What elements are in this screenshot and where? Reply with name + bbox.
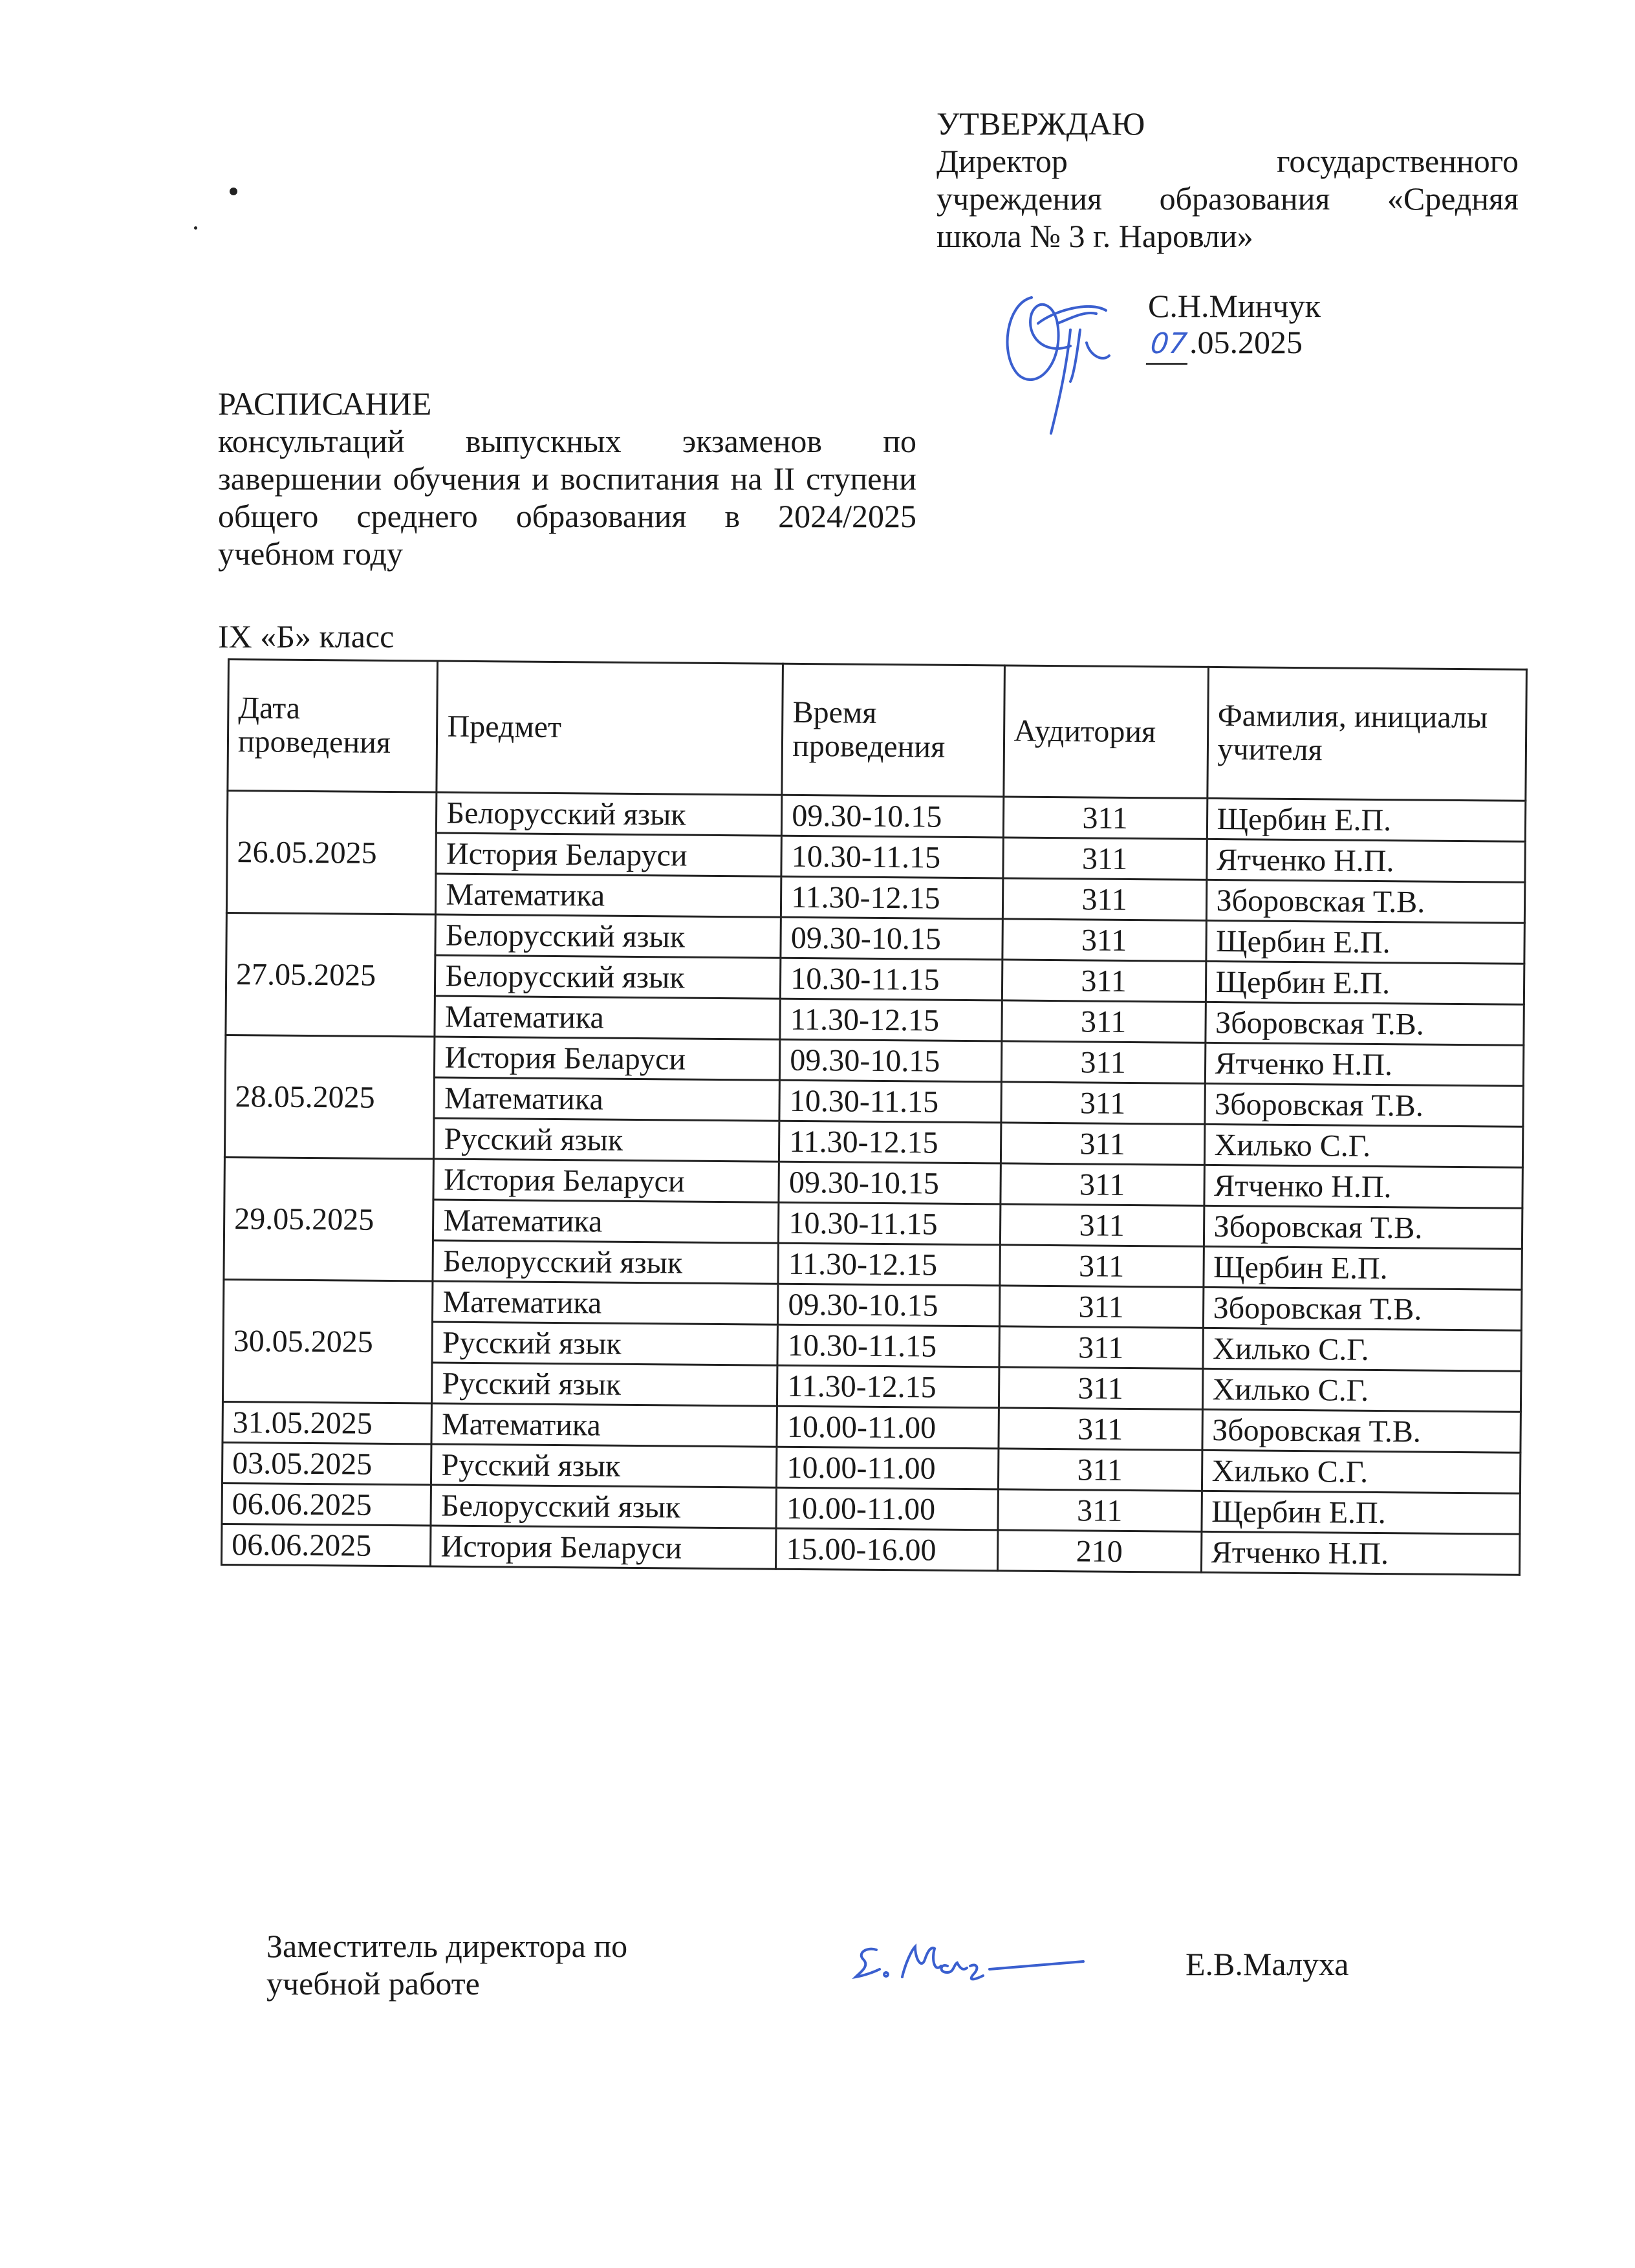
approval-line-3: школа № 3 г. Наровли» [937,218,1253,254]
cell-room: 311 [999,1286,1204,1328]
cell-room: 311 [1003,797,1207,839]
cell-teacher: Щербин Е.П. [1206,920,1524,964]
approval-line-1 [937,142,1519,180]
cell-room: 311 [1002,960,1206,1002]
cell-subject: Белорусский язык [435,955,781,999]
cell-time: 15.00-16.00 [776,1528,998,1571]
cell-teacher: Щербин Е.П. [1201,1491,1520,1534]
cell-time: 10.00-11.00 [777,1406,999,1449]
cell-room: 311 [1001,1082,1205,1124]
cell-teacher: Ятченко Н.П. [1201,1531,1520,1575]
approval-text: образования [1159,180,1330,217]
cell-time: 11.30-12.15 [780,999,1002,1041]
scan-speck [230,188,237,195]
cell-room: 311 [998,1449,1202,1491]
cell-subject: История Беларуси [431,1526,776,1569]
cell-time: 11.30-12.15 [778,1243,1000,1286]
cell-teacher: Хилько С.Г. [1202,1368,1521,1412]
approval-date-rest: .05.2025 [1189,324,1303,360]
title-heading: РАСПИСАНИЕ [218,385,432,422]
cell-room: 311 [1002,919,1206,961]
cell-room: 311 [998,1408,1202,1450]
header-teacher: Фамилия, инициалы учителя [1207,667,1526,801]
cell-date: 27.05.2025 [226,913,436,1037]
cell-time: 10.30-11.15 [781,958,1002,1000]
cell-subject: Русский язык [432,1322,777,1365]
approval-block [937,105,1519,360]
cell-teacher: Хилько С.Г. [1202,1328,1521,1371]
cell-teacher: Зборовская Т.В. [1204,1205,1522,1249]
cell-room: 311 [1002,878,1207,920]
cell-teacher: Зборовская Т.В. [1206,880,1525,923]
schedule-title [218,385,916,572]
cell-date: 06.06.2025 [222,1483,431,1526]
cell-time: 09.30-10.15 [779,1161,1001,1204]
cell-subject: Математика [433,1281,778,1324]
cell-time: 11.30-12.15 [779,1121,1001,1163]
class-label: IX «Б» класс [218,618,395,654]
cell-time: 10.00-11.00 [776,1487,998,1530]
title-description: консультаций выпускных экзаменов по завершении обучения и воспитания на II ступени общего среднего образования в 2024/2025 учебном году [218,423,916,572]
director-signature [993,285,1116,440]
cell-date: 03.05.2025 [222,1442,431,1485]
cell-room: 311 [997,1489,1202,1531]
cell-room: 311 [1000,1204,1204,1246]
cell-teacher: Щербин Е.П. [1207,798,1526,841]
approval-text: Директор [937,143,1068,179]
header-subject: Предмет [437,661,783,795]
cell-time: 09.30-10.15 [781,917,1002,960]
scan-speck [194,226,197,230]
approval-date-day: 07 [1146,325,1191,365]
cell-teacher: Ятченко Н.П. [1206,839,1525,882]
cell-subject: Математика [435,996,780,1039]
cell-subject: Белорусский язык [435,914,781,958]
cell-subject: История Беларуси [436,833,781,876]
cell-time: 10.30-11.15 [779,1202,1001,1245]
cell-subject: Русский язык [432,1363,777,1406]
cell-room: 311 [1001,1000,1206,1042]
cell-date: 29.05.2025 [224,1157,434,1281]
cell-teacher: Щербин Е.П. [1206,961,1524,1004]
cell-subject: Русский язык [431,1444,777,1487]
cell-room: 311 [999,1367,1203,1409]
cell-teacher: Зборовская Т.В. [1203,1287,1522,1330]
cell-time: 11.30-12.15 [777,1365,999,1408]
deputy-position: Заместитель директора по учебной работе [266,1928,628,2002]
cell-teacher: Хилько С.Г. [1204,1124,1523,1167]
approval-line-2 [937,180,1519,217]
cell-subject: Математика [436,874,781,917]
cell-time: 11.30-12.15 [781,876,1003,919]
cell-subject: Белорусский язык [431,1485,776,1528]
approval-text: «Средняя [1387,180,1519,217]
cell-room: 311 [999,1326,1203,1368]
header-room: Аудитория [1003,665,1208,798]
table-header-row [228,660,1527,801]
header-time: Время проведения [782,664,1004,797]
cell-time: 09.30-10.15 [782,795,1004,837]
cell-date: 26.05.2025 [226,791,437,915]
cell-room: 311 [1000,1163,1204,1205]
deputy-signature [850,1937,1090,1995]
schedule-table [221,658,1528,1576]
cell-subject: Белорусский язык [437,792,782,836]
cell-time: 10.00-11.00 [777,1447,999,1489]
cell-room: 311 [1001,1123,1205,1165]
cell-time: 09.30-10.15 [778,1284,1000,1326]
cell-subject: История Беларуси [433,1159,779,1202]
cell-subject: Математика [433,1200,779,1243]
approval-heading: УТВЕРЖДАЮ [937,105,1145,142]
approval-text: учреждения [937,180,1103,217]
cell-date: 28.05.2025 [224,1035,435,1159]
cell-date: 31.05.2025 [222,1401,432,1444]
cell-room: 311 [1002,837,1207,880]
cell-time: 10.30-11.15 [779,1080,1001,1123]
cell-room: 311 [999,1245,1204,1287]
cell-teacher: Зборовская Т.В. [1202,1409,1521,1453]
cell-teacher: Хилько С.Г. [1202,1450,1521,1493]
cell-subject: История Беларуси [435,1037,780,1080]
cell-subject: Математика [434,1077,779,1121]
cell-subject: Русский язык [434,1118,779,1161]
approval-date [1148,323,1303,365]
header-date: Дата проведения [228,660,438,793]
cell-teacher: Ятченко Н.П. [1205,1042,1524,1086]
approval-text: государственного [1277,143,1519,179]
cell-time: 10.30-11.15 [777,1324,999,1367]
cell-teacher: Ятченко Н.П. [1204,1165,1522,1208]
director-name: С.Н.Минчук [1148,288,1321,324]
cell-room: 311 [1001,1041,1206,1083]
cell-time: 09.30-10.15 [780,1039,1002,1082]
cell-time: 10.30-11.15 [781,836,1003,878]
cell-subject: Белорусский язык [433,1240,778,1284]
cell-date: 30.05.2025 [222,1279,433,1403]
cell-teacher: Щербин Е.П. [1203,1246,1522,1290]
cell-teacher: Зборовская Т.В. [1205,1002,1524,1045]
cell-room: 210 [997,1530,1202,1572]
cell-teacher: Зборовская Т.В. [1204,1083,1523,1127]
deputy-name: Е.В.Малуха [1186,1946,1349,1982]
cell-date: 06.06.2025 [221,1524,431,1566]
cell-subject: Математика [431,1403,777,1447]
